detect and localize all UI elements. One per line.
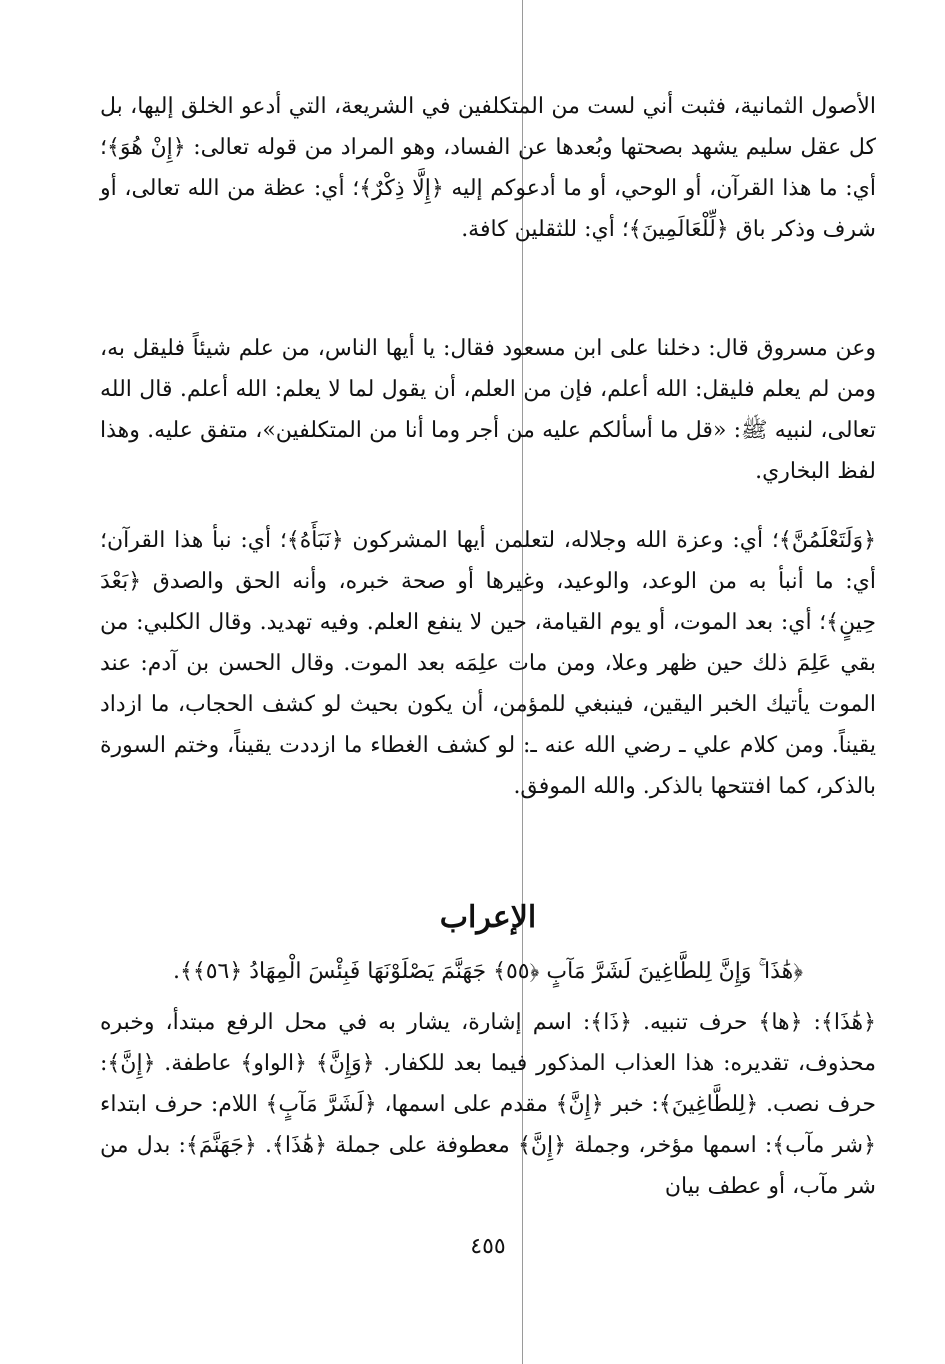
paragraph-grammar-analysis [100,1002,876,1207]
paragraph-text: ﴿وَلَتَعْلَمُنَّ﴾؛ أي: وعزة الله وجلاله، لتعلمن أيها المشركون ﴿نَبَأَهُ﴾؛ أي: نبأ هذا القرآن؛ أي: ما أنبأ به من الوعد، والوعيد، وغيرها أو صحة خبره، وأنه الحق والصدق ﴿بَعْدَ حِينٍ﴾؛ أي: بعد الموت، أو يوم القيامة، حين لا ينفع العلم. وفيه تهديد. وقال الكلبي: من بقي عَلِمَ ذلك حين ظهر وعلا، ومن مات علِمَه بعد الموت. وقال الحسن بن آدم: عند الموت يأتيك الخبر اليقين، فينبغي للمؤمن، أن يكون بحيث لو كشف الحجاب، ما ازداد يقيناً. ومن كلام علي ـ رضي الله عنه ـ: لو كشف الغطاء ما ازددت يقيناً، وختم السورة بالذكر، كما افتتحها بالذكر. والله الموفق. [100,528,876,799]
paragraph-text: الأصول الثمانية، فثبت أني لست من المتكلفين في الشريعة، التي أدعو الخلق إليها، بل كل عقل سليم يشهد بصحتها وبُعدها عن الفساد، وهو المراد من قوله تعالى: ﴿إِنْ هُوَ﴾؛ أي: ما هذا القرآن، أو الوحي، أو ما أدعوكم إليه ﴿إِلَّا ذِكْرٌ﴾؛ أي: عظة من الله تعالى، أو شرف وذكر باق ﴿لِّلْعَالَمِينَ﴾؛ أي: للثقلين كافة. [100,94,876,242]
quran-verse: ﴿هَٰذَا ۚ وَإِنَّ لِلطَّاغِينَ لَشَرَّ مَآبٍ ﴿٥٥﴾ جَهَنَّمَ يَصْلَوْنَهَا فَبِئْسَ الْمِهَادُ ﴿٥٦﴾﴾. [172,959,804,984]
paragraph-text: ﴿هَٰذَا﴾: ﴿ها﴾ حرف تنبيه. ﴿ذَا﴾: اسم إشارة، يشار به في محل الرفع مبتدأ، وخبره محذوف، تقديره: هذا العذاب المذكور فيما بعد للكفار. ﴿وَإِنَّ﴾ ﴿الواو﴾ عاطفة. ﴿إِنَّ﴾: حرف نصب. ﴿لِلطَّاغِينَ﴾: خبر ﴿إِنَّ﴾ مقدم على اسمها، ﴿لَشَرَّ مَآبٍ﴾ اللام: حرف ابتداء ﴿شر مآب﴾: اسمها مؤخر، وجملة ﴿إِنَّ﴾ معطوفة على جملة ﴿هَٰذَا﴾. ﴿جَهَنَّمَ﴾: بدل من شر مآب، أو عطف بيان [100,1010,876,1199]
page-number: ٤٥٥ [470,1234,506,1259]
section-heading: الإعراب [439,900,537,935]
paragraph-commentary-1 [100,86,876,250]
paragraph-text: وعن مسروق قال: دخلنا على ابن مسعود فقال: يا أيها الناس، من علم شيئاً فليقل به، ومن لم يعلم فليقل: الله أعلم، فإن من العلم، أن يقول لما لا يعلم: الله أعلم. قال الله تعالى، لنبيه ﷺ: «قل ما أسألكم عليه من أجر وما أنا من المتكلفين»، متفق عليه. وهذا لفظ البخاري. [100,336,876,484]
paragraph-commentary-2 [100,328,876,492]
paragraph-commentary-3 [100,520,876,807]
